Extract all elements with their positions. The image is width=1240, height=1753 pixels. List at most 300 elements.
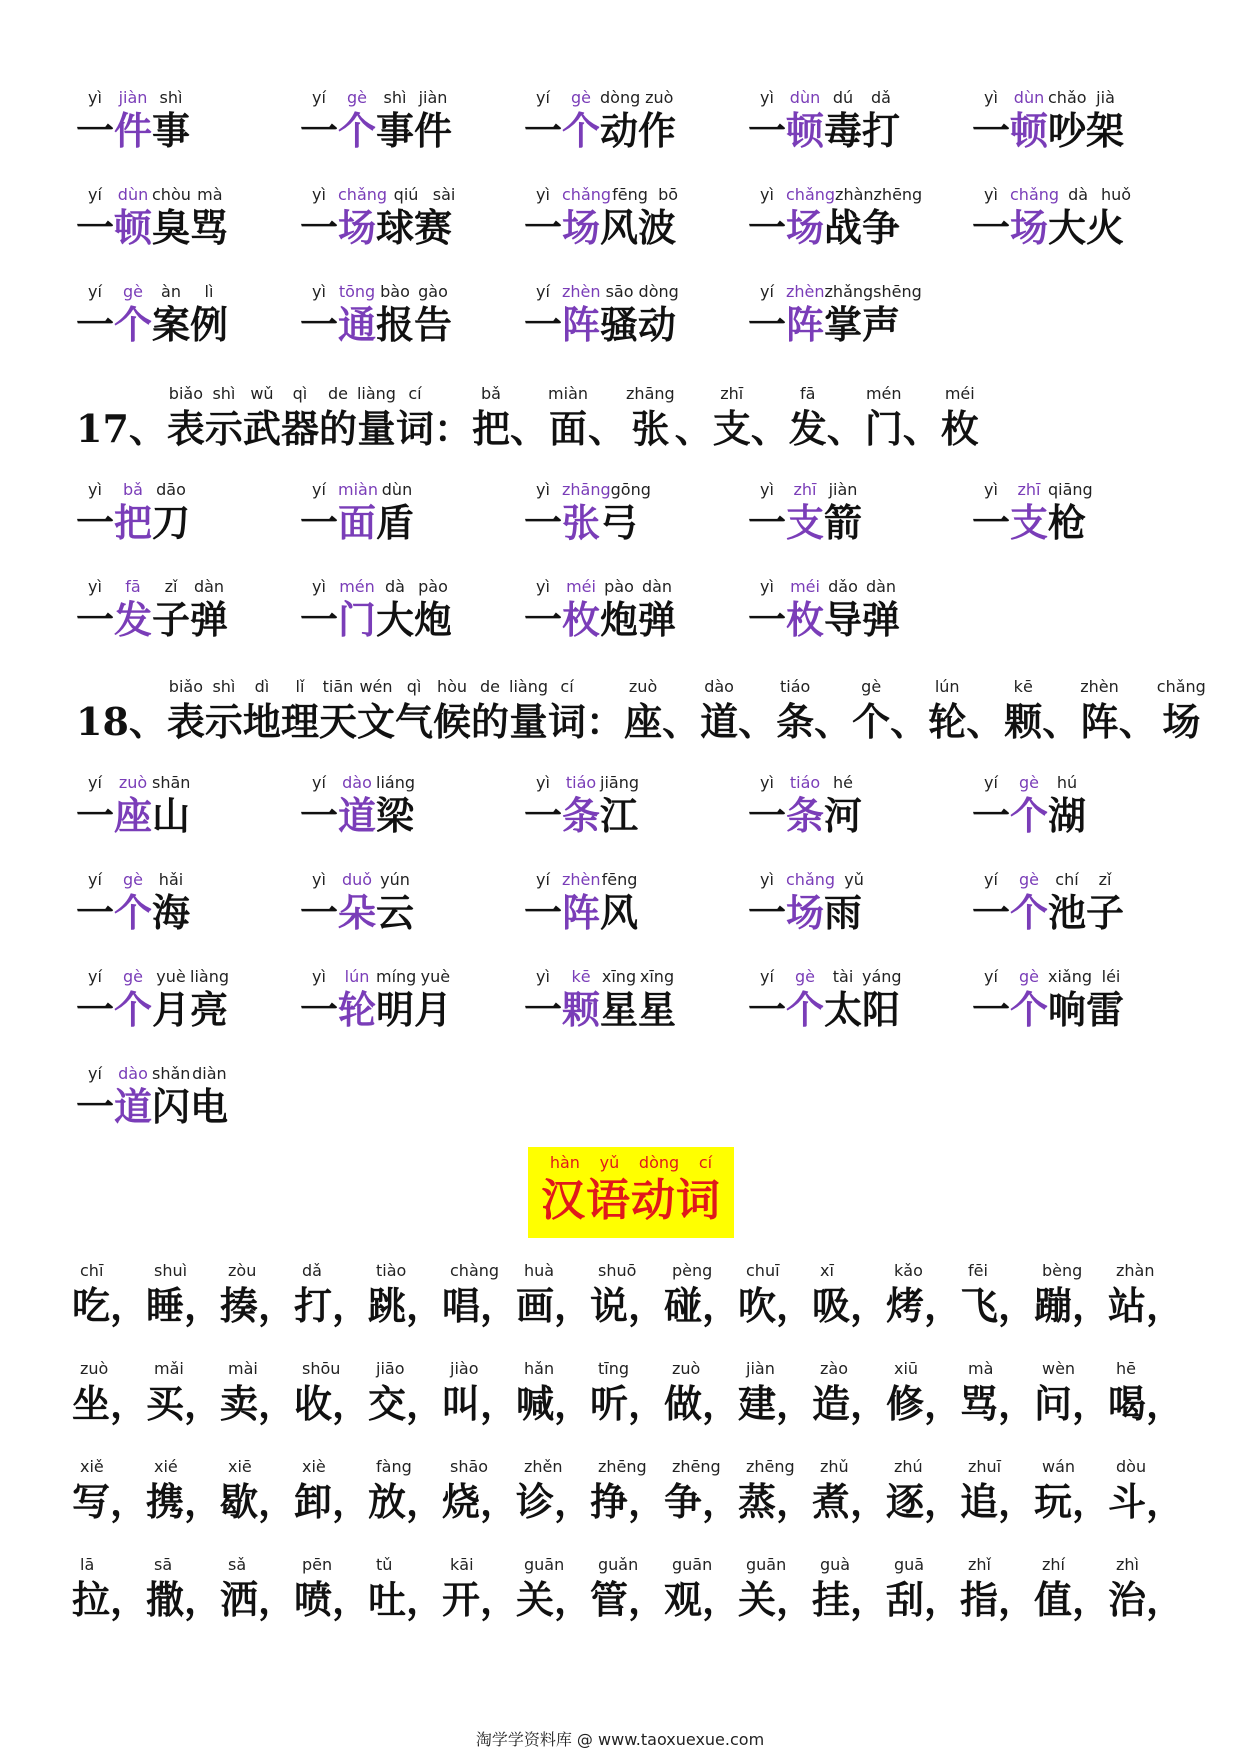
heading-word-pinyin: méi (944, 384, 975, 403)
heading-char (167, 383, 205, 457)
verb-pinyin: zuò (672, 1359, 701, 1378)
phrase-hanzi (300, 500, 524, 548)
phrase-pinyin (76, 480, 300, 500)
grid-row (76, 480, 1196, 577)
hanzi-char: 一 (300, 302, 339, 347)
pinyin-measure-word: dùn (117, 185, 149, 204)
verb-hanzi: 卖， (220, 1381, 297, 1426)
pinyin-measure-word: mén (339, 577, 375, 596)
measure-phrase (748, 773, 972, 870)
heading-char-hanzi: 气 (394, 699, 433, 744)
heading-char-hanzi: 候 (433, 699, 472, 744)
hanzi-char: 大 (1048, 205, 1087, 250)
pinyin-syllable: liàng (190, 967, 229, 986)
hanzi-char: 一 (76, 987, 115, 1032)
pinyin-syllable: yì (984, 185, 998, 204)
pinyin-measure-word: jiàn (118, 88, 148, 107)
heading-char-hanzi: 表 (166, 406, 205, 451)
phrase-hanzi (76, 793, 300, 841)
measure-phrase (748, 577, 972, 674)
verb-hanzi: 站， (1108, 1283, 1185, 1328)
verb-hanzi: 吸， (812, 1283, 889, 1328)
hanzi-char: 一 (300, 597, 339, 642)
hanzi-char: 赛 (414, 205, 453, 250)
hanzi-char: 一 (972, 987, 1011, 1032)
verb-hanzi: 喝， (1108, 1381, 1185, 1426)
verb-item (886, 1554, 963, 1652)
heading-word-hanzi: 面 (549, 406, 588, 451)
phrase-hanzi (972, 108, 1196, 156)
verb-item (516, 1260, 593, 1358)
verb-item (812, 1358, 889, 1456)
verb-hanzi: 煮， (812, 1479, 889, 1524)
pinyin-syllable: yì (88, 480, 102, 499)
hanzi-char: 子 (1086, 890, 1125, 935)
pinyin-syllable: yún (380, 870, 410, 889)
verb-hanzi: 碰， (664, 1283, 741, 1328)
hanzi-char: 山 (152, 793, 191, 838)
verb-pinyin: chàng (450, 1261, 500, 1280)
verb-item (664, 1554, 741, 1652)
measure-phrase (524, 870, 748, 967)
pinyin-syllable: yì (536, 480, 550, 499)
footer-watermark: 淘学学资料库 @ www.taoxuexue.com (475, 1730, 765, 1749)
pinyin-syllable: xīng (601, 967, 637, 986)
hanzi-char: 一 (524, 108, 563, 153)
verb-hanzi: 治， (1108, 1577, 1185, 1622)
heading-number: 18、 (76, 699, 167, 744)
verb-item (442, 1456, 519, 1554)
measure-phrase (972, 870, 1196, 967)
hanzi-char: 一 (76, 1084, 115, 1129)
phrase-pinyin (972, 480, 1196, 500)
pinyin-syllable: dà (385, 577, 405, 596)
heading-char-hanzi: 量 (509, 699, 548, 744)
pinyin-syllable: dú (832, 88, 854, 107)
pinyin-syllable: shān (152, 773, 191, 792)
heading-word-hanzi: 支 (712, 406, 751, 451)
verb-item (812, 1554, 889, 1652)
phrase-hanzi (76, 302, 300, 350)
measure-phrase (76, 1064, 300, 1161)
hanzi-measure-word: 顿 (1010, 108, 1049, 153)
verb-hanzi: 吃， (72, 1283, 149, 1328)
hanzi-char: 一 (76, 890, 115, 935)
verb-pinyin: shōu (302, 1359, 341, 1378)
hanzi-char: 打 (862, 108, 901, 153)
pinyin-syllable: yì (760, 577, 774, 596)
hanzi-char: 一 (748, 597, 787, 642)
phrase-hanzi (76, 500, 300, 548)
measure-phrase (300, 773, 524, 870)
hanzi-measure-word: 发 (114, 597, 153, 642)
pinyin-syllable: dàn (865, 577, 897, 596)
verb-pinyin: guān (672, 1555, 713, 1574)
verb-pinyin: zào (820, 1359, 848, 1378)
pinyin-measure-word: zhī (1017, 480, 1041, 499)
pinyin-syllable: qiāng (1048, 480, 1093, 499)
pinyin-syllable: yì (312, 185, 326, 204)
verb-item (220, 1358, 297, 1456)
verb-item (738, 1456, 815, 1554)
section-title-pinyin-syllable: cí (698, 1153, 713, 1172)
verb-hanzi: 飞， (960, 1283, 1037, 1328)
pinyin-syllable: shēng (873, 282, 922, 301)
verb-pinyin: tǔ (376, 1555, 393, 1574)
measure-phrase (524, 185, 748, 282)
hanzi-measure-word: 枚 (786, 597, 825, 642)
verb-pinyin: xiū (894, 1359, 919, 1378)
verb-item (72, 1358, 149, 1456)
phrase-pinyin (76, 1064, 300, 1084)
hanzi-measure-word: 支 (786, 500, 825, 545)
pinyin-syllable: bào (380, 282, 410, 301)
pinyin-measure-word: miàn (338, 480, 378, 499)
grid-row (76, 282, 1196, 379)
measure-phrase (300, 577, 524, 674)
pinyin-syllable: lì (204, 282, 214, 301)
heading-18-geography-astronomy-measure-words (76, 676, 1206, 750)
verb-item (886, 1260, 963, 1358)
heading-char (205, 676, 243, 750)
phrase-hanzi (524, 890, 748, 938)
phrase-hanzi (748, 500, 972, 548)
hanzi-measure-word: 门 (338, 597, 377, 642)
phrase-hanzi (76, 108, 300, 156)
verb-item (960, 1358, 1037, 1456)
hanzi-measure-word: 条 (786, 793, 825, 838)
hanzi-char: 明 (376, 987, 415, 1032)
heading-char-hanzi: 器 (280, 406, 319, 451)
hanzi-char: 大 (376, 597, 415, 642)
phrase-hanzi (76, 205, 300, 253)
phrase-pinyin (76, 577, 300, 597)
verb-item (1108, 1358, 1185, 1456)
verb-item (960, 1456, 1037, 1554)
pinyin-syllable: yí (88, 773, 102, 792)
hanzi-char: 一 (300, 793, 339, 838)
verb-item (960, 1554, 1037, 1652)
verb-pinyin: jiāo (376, 1359, 405, 1378)
pinyin-measure-word: zhèn (786, 282, 825, 301)
hanzi-measure-word: 个 (114, 302, 153, 347)
hanzi-char: 一 (524, 793, 563, 838)
heading-char-pinyin: qì (406, 677, 422, 696)
verb-hanzi: 逐， (886, 1479, 963, 1524)
verb-pinyin: zhēng (746, 1457, 795, 1476)
measure-phrase (972, 185, 1196, 282)
measure-phrase (76, 773, 300, 870)
verb-pinyin: lā (80, 1555, 95, 1574)
measure-phrase (972, 773, 1196, 870)
verb-pinyin: sǎ (228, 1555, 247, 1574)
hanzi-char: 湖 (1048, 793, 1087, 838)
heading-char-hanzi: 文 (356, 699, 395, 744)
phrase-pinyin (524, 282, 748, 302)
hanzi-char: 一 (76, 597, 115, 642)
hanzi-char: 一 (972, 205, 1011, 250)
hanzi-char: 一 (748, 890, 787, 935)
verb-hanzi: 写， (72, 1479, 149, 1524)
heading-measure-word (626, 383, 675, 457)
heading-measure-word (928, 676, 966, 750)
hanzi-char: 江 (600, 793, 639, 838)
verb-hanzi: 坐， (72, 1381, 149, 1426)
verb-hanzi: 问， (1034, 1381, 1111, 1426)
hanzi-char: 作 (638, 108, 677, 153)
pinyin-measure-word: zhī (793, 480, 817, 499)
pinyin-syllable: yì (312, 282, 326, 301)
heading-number: 17、 (76, 406, 167, 451)
heading-char-hanzi: 词 (548, 699, 587, 744)
verb-hanzi: 烤， (886, 1283, 963, 1328)
heading-measure-word (548, 383, 588, 457)
phrase-hanzi (748, 793, 972, 841)
phrase-pinyin (972, 967, 1196, 987)
phrase-hanzi (748, 597, 972, 645)
verb-pinyin: guān (524, 1555, 565, 1574)
pinyin-measure-word: chǎng (786, 870, 836, 889)
verb-item (1108, 1554, 1185, 1652)
measure-phrase (76, 870, 300, 967)
hanzi-char: 阳 (862, 987, 901, 1032)
pinyin-syllable: yì (312, 967, 326, 986)
hanzi-char: 响 (1048, 987, 1087, 1032)
phrase-pinyin (972, 185, 1196, 205)
measure-phrase (524, 88, 748, 185)
verb-item (294, 1554, 371, 1652)
heading-char-pinyin: lǐ (295, 677, 305, 696)
phrase-pinyin (748, 282, 972, 302)
hanzi-char: 一 (972, 500, 1011, 545)
hanzi-char: 波 (638, 205, 677, 250)
pinyin-measure-word: zhèn (562, 870, 601, 889)
pinyin-measure-word: zhāng (562, 480, 611, 499)
verb-item (146, 1456, 223, 1554)
hanzi-char: 一 (748, 302, 787, 347)
phrase-pinyin (748, 185, 972, 205)
pinyin-syllable: yì (88, 88, 102, 107)
measure-phrase (524, 577, 748, 674)
pinyin-syllable: jià (1096, 88, 1115, 107)
hanzi-char: 火 (1086, 205, 1125, 250)
verb-list (72, 1260, 1192, 1652)
measure-phrase (76, 577, 300, 674)
pinyin-syllable: zǐ (1098, 870, 1112, 889)
pinyin-syllable: yì (536, 773, 550, 792)
heading-separator: 、 (890, 699, 929, 744)
pinyin-syllable: yí (88, 870, 102, 889)
heading-char-hanzi: 地 (242, 699, 281, 744)
verb-pinyin: dǎ (302, 1261, 322, 1280)
heading-word-hanzi: 轮 (928, 699, 967, 744)
heading-char-pinyin: biǎo (168, 384, 203, 403)
verb-hanzi: 放， (368, 1479, 445, 1524)
pinyin-syllable: shì (383, 88, 407, 107)
grid-row (76, 870, 1196, 967)
hanzi-char: 一 (748, 987, 787, 1032)
measure-phrase (76, 282, 300, 379)
heading-char-pinyin: wǔ (250, 384, 274, 403)
measure-phrase (972, 967, 1196, 1064)
hanzi-char: 弓 (600, 500, 639, 545)
verb-pinyin: zhěn (524, 1457, 563, 1476)
heading-17-weapon-measure-words (76, 383, 1196, 457)
heading-char (243, 383, 281, 457)
pinyin-syllable: yì (760, 870, 774, 889)
pinyin-syllable: liáng (376, 773, 415, 792)
heading-separator: 、 (662, 699, 701, 744)
hanzi-char: 一 (76, 108, 115, 153)
pinyin-syllable: shì (159, 88, 183, 107)
phrase-hanzi (76, 890, 300, 938)
pinyin-measure-word: dùn (1013, 88, 1045, 107)
hanzi-char: 一 (300, 205, 339, 250)
verb-pinyin: pèng (672, 1261, 713, 1280)
heading-word-hanzi: 门 (864, 406, 903, 451)
pinyin-syllable: yí (760, 282, 774, 301)
verb-pinyin: kāi (450, 1555, 474, 1574)
verb-item (590, 1358, 667, 1456)
pinyin-syllable: mà (197, 185, 223, 204)
verb-hanzi: 骂， (960, 1381, 1037, 1426)
verb-item (442, 1260, 519, 1358)
verb-pinyin: mà (968, 1359, 994, 1378)
pinyin-measure-word: zhèn (562, 282, 601, 301)
measure-phrase (300, 88, 524, 185)
measure-phrase (76, 967, 300, 1064)
pinyin-syllable: chí (1055, 870, 1079, 889)
phrase-pinyin (76, 185, 300, 205)
verb-pinyin: fàng (376, 1457, 412, 1476)
verb-item (664, 1358, 741, 1456)
measure-phrase (748, 870, 972, 967)
heading-measure-word (472, 383, 510, 457)
hanzi-char: 一 (300, 890, 339, 935)
verb-hanzi: 管， (590, 1577, 667, 1622)
heading-separator: 、 (588, 406, 627, 451)
verb-pinyin: kǎo (894, 1261, 923, 1280)
pinyin-syllable: zhēng (873, 185, 923, 204)
verb-item (886, 1456, 963, 1554)
heading-separator: 、 (674, 406, 713, 451)
measure-phrase (300, 282, 524, 379)
hanzi-char: 雷 (1086, 987, 1125, 1032)
heading-word-pinyin: zuò (628, 677, 658, 696)
pinyin-syllable: yì (312, 870, 326, 889)
heading-char-pinyin: de (327, 384, 348, 403)
pinyin-measure-word: zuò (118, 773, 148, 792)
pinyin-syllable: yí (536, 870, 550, 889)
phrase-pinyin (300, 480, 524, 500)
verb-pinyin: chuī (746, 1261, 780, 1280)
phrase-hanzi (524, 987, 748, 1035)
phrase-pinyin (76, 870, 300, 890)
pinyin-syllable: yì (536, 577, 550, 596)
verb-item (72, 1554, 149, 1652)
verb-item (294, 1456, 371, 1554)
pinyin-measure-word: chǎng (338, 185, 388, 204)
verb-hanzi: 跳， (368, 1283, 445, 1328)
verb-item (294, 1260, 371, 1358)
hanzi-char: 一 (748, 793, 787, 838)
verb-item (72, 1260, 149, 1358)
verb-pinyin: zuò (80, 1359, 109, 1378)
heading-separator: 、 (1118, 699, 1157, 744)
heading-word-pinyin: mén (865, 384, 902, 403)
heading-separator: 、 (966, 699, 1005, 744)
hanzi-char: 箭 (824, 500, 863, 545)
verb-pinyin: xiě (80, 1457, 104, 1476)
verb-pinyin: shāo (450, 1457, 489, 1476)
verb-pinyin: zhēng (598, 1457, 647, 1476)
pinyin-measure-word: gè (1019, 967, 1039, 986)
measure-word-grid-nature (76, 773, 1196, 1161)
pinyin-syllable: bō (658, 185, 679, 204)
verb-item (590, 1260, 667, 1358)
pinyin-measure-word: dào (342, 773, 372, 792)
verb-item (590, 1456, 667, 1554)
pinyin-measure-word: gè (1019, 870, 1039, 889)
verb-hanzi: 关， (738, 1577, 815, 1622)
hanzi-char: 一 (300, 500, 339, 545)
heading-word-hanzi: 张 (631, 406, 670, 451)
verb-hanzi: 玩， (1034, 1479, 1111, 1524)
phrase-pinyin (524, 577, 748, 597)
verb-hanzi: 叫， (442, 1381, 519, 1426)
verb-item (1034, 1456, 1111, 1554)
hanzi-measure-word: 朵 (338, 890, 377, 935)
verb-item (1108, 1260, 1185, 1358)
phrase-pinyin (748, 577, 972, 597)
verb-item (738, 1554, 815, 1652)
phrase-pinyin (748, 480, 972, 500)
hanzi-char: 子 (152, 597, 191, 642)
verb-item (590, 1554, 667, 1652)
pinyin-syllable: yí (984, 870, 998, 889)
phrase-hanzi (524, 205, 748, 253)
pinyin-syllable: yí (88, 282, 102, 301)
verb-item (442, 1358, 519, 1456)
verb-item (516, 1554, 593, 1652)
heading-measure-word (776, 676, 814, 750)
measure-word-grid-weapons (76, 480, 1196, 674)
verb-pinyin: guā (894, 1555, 925, 1574)
heading-char-pinyin: tiān (322, 677, 354, 696)
verb-hanzi: 收， (294, 1381, 371, 1426)
hanzi-char: 件 (414, 108, 453, 153)
pinyin-syllable: yí (984, 967, 998, 986)
pinyin-syllable: dǎo (828, 577, 858, 596)
verb-item (812, 1260, 889, 1358)
phrase-pinyin (748, 88, 972, 108)
phrase-hanzi (76, 987, 300, 1035)
hanzi-char: 河 (824, 793, 863, 838)
heading-char-hanzi: 表 (166, 699, 205, 744)
verb-pinyin: tīng (598, 1359, 630, 1378)
verb-item (886, 1358, 963, 1456)
hanzi-measure-word: 顿 (114, 205, 153, 250)
phrase-hanzi (300, 205, 524, 253)
hanzi-char: 架 (1086, 108, 1125, 153)
verb-item (442, 1554, 519, 1652)
verb-pinyin: pēn (302, 1555, 333, 1574)
verb-item (1034, 1554, 1111, 1652)
pinyin-syllable: yǔ (844, 870, 864, 889)
heading-separator: 、 (1042, 699, 1081, 744)
pinyin-syllable: xiǎng (1048, 967, 1093, 986)
hanzi-char: 一 (524, 890, 563, 935)
